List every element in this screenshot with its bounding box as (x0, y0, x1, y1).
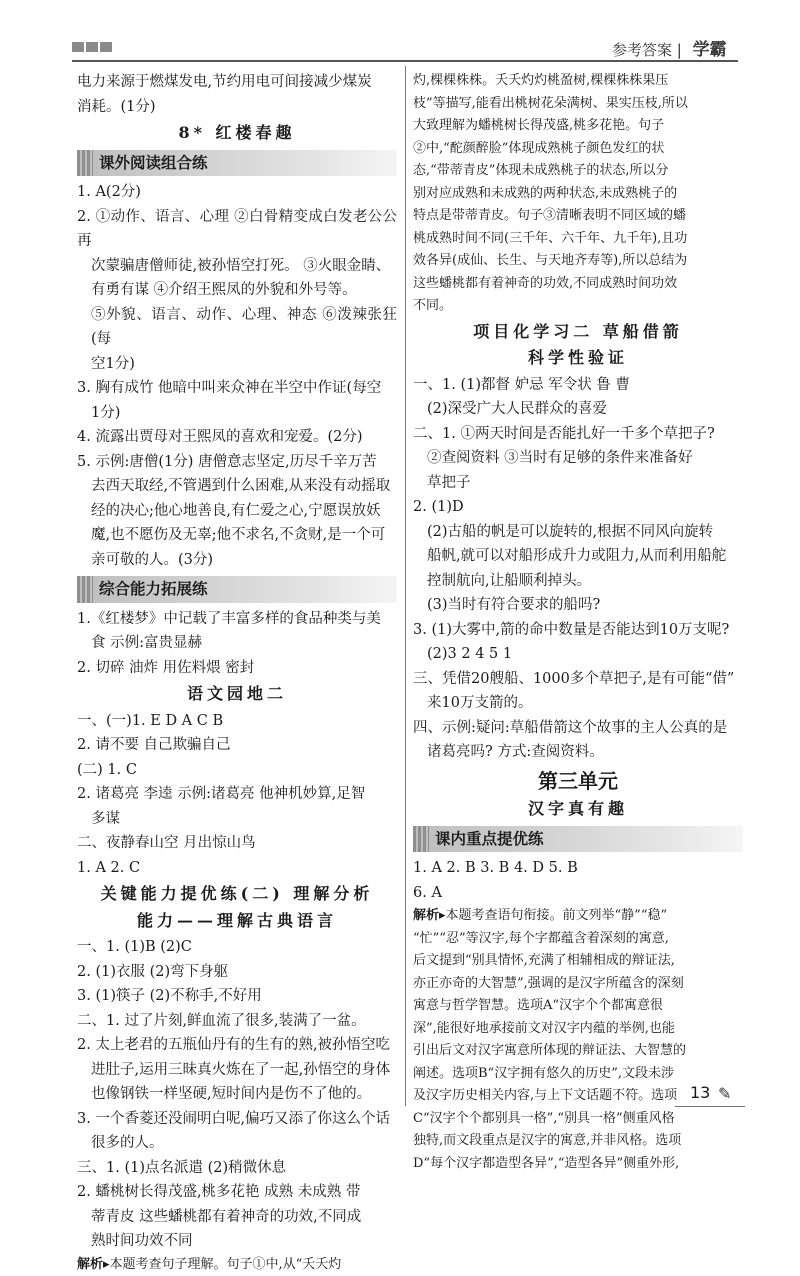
analysis-line: 效各异(成仙、长生、与天地齐寿等),所以总结为 (413, 250, 743, 273)
answer-line: 4. 流露出贾母对王熙凤的喜欢和宠爱。(2分) (77, 425, 397, 450)
answer-line: 也像钢铁一样坚硬,短时间内是伤不了他的。 (77, 1082, 397, 1107)
analysis-line: 寓意与哲学智慧。选项A“汉字个个都寓意很 (413, 995, 743, 1018)
answer-line: 次蒙骗唐僧师徒,被孙悟空打死。 ③火眼金睛、 (77, 254, 397, 279)
answer-line: 来10万支箭的。 (413, 691, 743, 716)
analysis-line (413, 905, 743, 928)
answer-line: 2. 请不要 自己欺骗自己 (77, 733, 397, 758)
right-column (413, 70, 743, 1175)
answer-line: 2. 切碎 油炸 用佐料煨 密封 (77, 656, 397, 681)
page-number: 13 (690, 1083, 710, 1102)
analysis-line: 枝”等描写,能看出桃树花朵满树、果实压枝,所以 (413, 93, 743, 116)
analysis-line: 别对应成熟和未成熟的两种状态,未成熟桃子的 (413, 183, 743, 206)
answer-line: 有勇有谋 ④介绍王熙凤的外貌和外号等。 (77, 278, 397, 303)
answer-line: 熟时间功效不同 (77, 1229, 397, 1254)
section-bar: 综合能力拓展练 (77, 576, 397, 603)
header-square-icon (86, 42, 98, 52)
column-divider (405, 66, 406, 1106)
analysis-tag: 解析▸ (413, 908, 446, 923)
answer-line: 一、1. (1)B (2)C (77, 935, 397, 960)
analysis-line: 态,“带蒂青皮”体现未成熟桃子的状态,所以分 (413, 160, 743, 183)
analysis-line: 这些蟠桃都有着神奇的功效,不同成熟时间功效 (413, 273, 743, 296)
analysis-line: D“每个汉字都造型各异”,“造型各异”侧重外形, (413, 1153, 743, 1176)
answer-line: 1. A 2. C (77, 856, 397, 881)
section-title: 能力——理解古典语言 (77, 909, 397, 934)
answer-line: 蒂青皮 这些蟠桃都有着神奇的功效,不同成 (77, 1205, 397, 1230)
answer-line: (2)古船的帆是可以旋转的,根据不同风向旋转 (413, 520, 743, 545)
analysis-line (77, 1254, 397, 1276)
section-title: 科学性验证 (413, 346, 743, 371)
answer-line: 3. 胸有成竹 他暗中叫来众神在半空中作证(每空 (77, 376, 397, 401)
answer-line: 四、示例:疑问:草船借箭这个故事的主人公真的是 (413, 716, 743, 741)
answer-line: 很多的人。 (77, 1131, 397, 1156)
analysis-text: 本题考查语句衔接。前文列举“静”“稳” (446, 908, 668, 923)
answer-line: 3. 一个香菱还没闹明白呢,偏巧又添了你这么个话 (77, 1107, 397, 1132)
analysis-line: 桃成熟时间不同(三千年、六千年、九千年),且功 (413, 228, 743, 251)
answer-line: 草把子 (413, 471, 743, 496)
section-title: 8* 红楼春趣 (77, 121, 397, 146)
unit-title: 第三单元 (413, 769, 743, 794)
answer-line: 魔,也不愿伤及无辜;他不求名,不贪财,是一个可 (77, 523, 397, 548)
answer-line: 亲可敬的人。(3分) (77, 548, 397, 573)
answer-line: 二、1. 过了片刻,鲜血流了很多,装满了一盆。 (77, 1009, 397, 1034)
answer-line: 一、(一)1. E D A C B (77, 709, 397, 734)
answer-line: 5. 示例:唐僧(1分) 唐僧意志坚定,历尽千辛万苦 (77, 450, 397, 475)
analysis-line: 亦正亦奇的大智慧”,强调的是汉字所蕴含的深刻 (413, 973, 743, 996)
answer-line: 2. 蟠桃树长得茂盛,桃多花艳 成熟 未成熟 带 (77, 1180, 397, 1205)
answer-line: 1. A(2分) (77, 180, 397, 205)
answer-line: 三、1. (1)点名派遣 (2)稍微休息 (77, 1156, 397, 1181)
analysis-line: 大致理解为蟠桃树长得茂盛,桃多花艳。句子 (413, 115, 743, 138)
answer-line: 船帆,就可以对船形成升力或阻力,从而利用船舵 (413, 544, 743, 569)
answer-line: 去西天取经,不管遇到什么困难,从来没有动摇取 (77, 474, 397, 499)
answer-line: 进肚子,运用三昧真火炼在了一起,孙悟空的身体 (77, 1058, 397, 1083)
section-bar: 课内重点提优练 (413, 826, 743, 853)
analysis-line: 独特,而文段重点是汉字的寓意,并非风格。选项 (413, 1130, 743, 1153)
section-title: 汉字真有趣 (413, 797, 743, 822)
section-title: 项目化学习二 草船借箭 (413, 320, 743, 345)
answer-line: 空1分) (77, 352, 397, 377)
left-column (77, 70, 397, 1276)
answer-line: 1分) (77, 401, 397, 426)
answer-line: 二、夜静春山空 月出惊山鸟 (77, 831, 397, 856)
header-brand: 学霸 (693, 40, 727, 60)
analysis-line: 灼,棵棵株株。夭夭灼灼桃盈树,棵棵株株果压 (413, 70, 743, 93)
answer-line: 2. (1)D (413, 495, 743, 520)
header-square-icon (100, 42, 112, 52)
answer-line: (二) 1. C (77, 758, 397, 783)
answer-line: 电力来源于燃煤发电,节约用电可间接减少煤炭 (77, 70, 397, 95)
footer-rule (675, 1106, 745, 1107)
header-separator: | (677, 41, 682, 59)
section-title: 关键能力提优练(二) 理解分析 (77, 882, 397, 907)
answer-line: (2)深受广大人民群众的喜爱 (413, 397, 743, 422)
answer-line: 3. (1)筷子 (2)不称手,不好用 (77, 984, 397, 1009)
answer-line: 3. (1)大雾中,箭的命中数量是否能达到10万支呢? (413, 618, 743, 643)
answer-line: 2. ①动作、语言、心理 ②白骨精变成白发老公公再 (77, 205, 397, 254)
page-header (0, 0, 800, 60)
header-rule (72, 60, 738, 62)
header-answer-label: 参考答案 (612, 41, 672, 59)
answer-line: 控制航向,让船顺利掉头。 (413, 569, 743, 594)
answer-line: 二、1. ①两天时间是否能扎好一千多个草把子? (413, 422, 743, 447)
answer-line: 2. 太上老君的五瓶仙丹有的生有的熟,被孙悟空吃 (77, 1033, 397, 1058)
analysis-line: C“汉字个个都别具一格”,“别具一格”侧重风格 (413, 1108, 743, 1131)
analysis-line: 特点是带蒂青皮。句子③清晰表明不同区域的蟠 (413, 205, 743, 228)
analysis-line: “忙”“忍”等汉字,每个字都蕴含着深刻的寓意, (413, 928, 743, 951)
section-bar: 课外阅读组合练 (77, 150, 397, 177)
answer-line: 诸葛亮吗? 方式:查阅资料。 (413, 740, 743, 765)
section-title: 语文园地二 (77, 682, 397, 707)
analysis-tag: 解析▸ (77, 1257, 110, 1272)
answer-line: 食 示例:富贵显赫 (77, 631, 397, 656)
answer-line: (2)3 2 4 5 1 (413, 642, 743, 667)
analysis-text: 本题考查句子理解。句子①中,从“夭夭灼 (110, 1257, 342, 1272)
analysis-line: 深”,能很好地承接前文对汉字内蕴的举例,也能 (413, 1018, 743, 1041)
analysis-line: ②中,“酡颜醉脸”体现成熟桃子颜色发红的状 (413, 138, 743, 161)
analysis-line: 阐述。选项B“汉字拥有悠久的历史”,文段未涉 (413, 1063, 743, 1086)
header-square-icon (72, 42, 84, 52)
answer-line: 经的决心;他心地善良,有仁爱之心,宁愿误放妖 (77, 499, 397, 524)
answer-line: ②查阅资料 ③当时有足够的条件来准备好 (413, 446, 743, 471)
analysis-line: 后文提到“别具情怀,充满了相辅相成的辩证法, (413, 950, 743, 973)
answer-line: (3)当时有符合要求的船吗? (413, 593, 743, 618)
answer-line: 消耗。(1分) (77, 95, 397, 120)
answer-line: 多谋 (77, 807, 397, 832)
pencil-icon: ✎ (718, 1084, 731, 1103)
analysis-line: 及汉字历史相关内容,与上下文话题不符。选项 (413, 1085, 743, 1108)
answer-line: 1. A 2. B 3. B 4. D 5. B (413, 856, 743, 881)
answer-line: 三、凭借20艘船、1000多个草把子,是有可能“借” (413, 667, 743, 692)
header-text (612, 35, 727, 60)
answer-line: ⑤外貌、语言、动作、心理、神态 ⑥泼辣张狂(每 (77, 303, 397, 352)
answer-line: 一、1. (1)都督 妒忌 军令状 鲁 曹 (413, 373, 743, 398)
analysis-line: 引出后文对汉字寓意所体现的辩证法、大智慧的 (413, 1040, 743, 1063)
answer-line: 1.《红楼梦》中记载了丰富多样的食品种类与美 (77, 607, 397, 632)
answer-line: 6. A (413, 881, 743, 906)
answer-line: 2. (1)衣服 (2)弯下身躯 (77, 960, 397, 985)
answer-line: 2. 诸葛亮 李逵 示例:诸葛亮 他神机妙算,足智 (77, 782, 397, 807)
analysis-line: 不同。 (413, 295, 743, 318)
